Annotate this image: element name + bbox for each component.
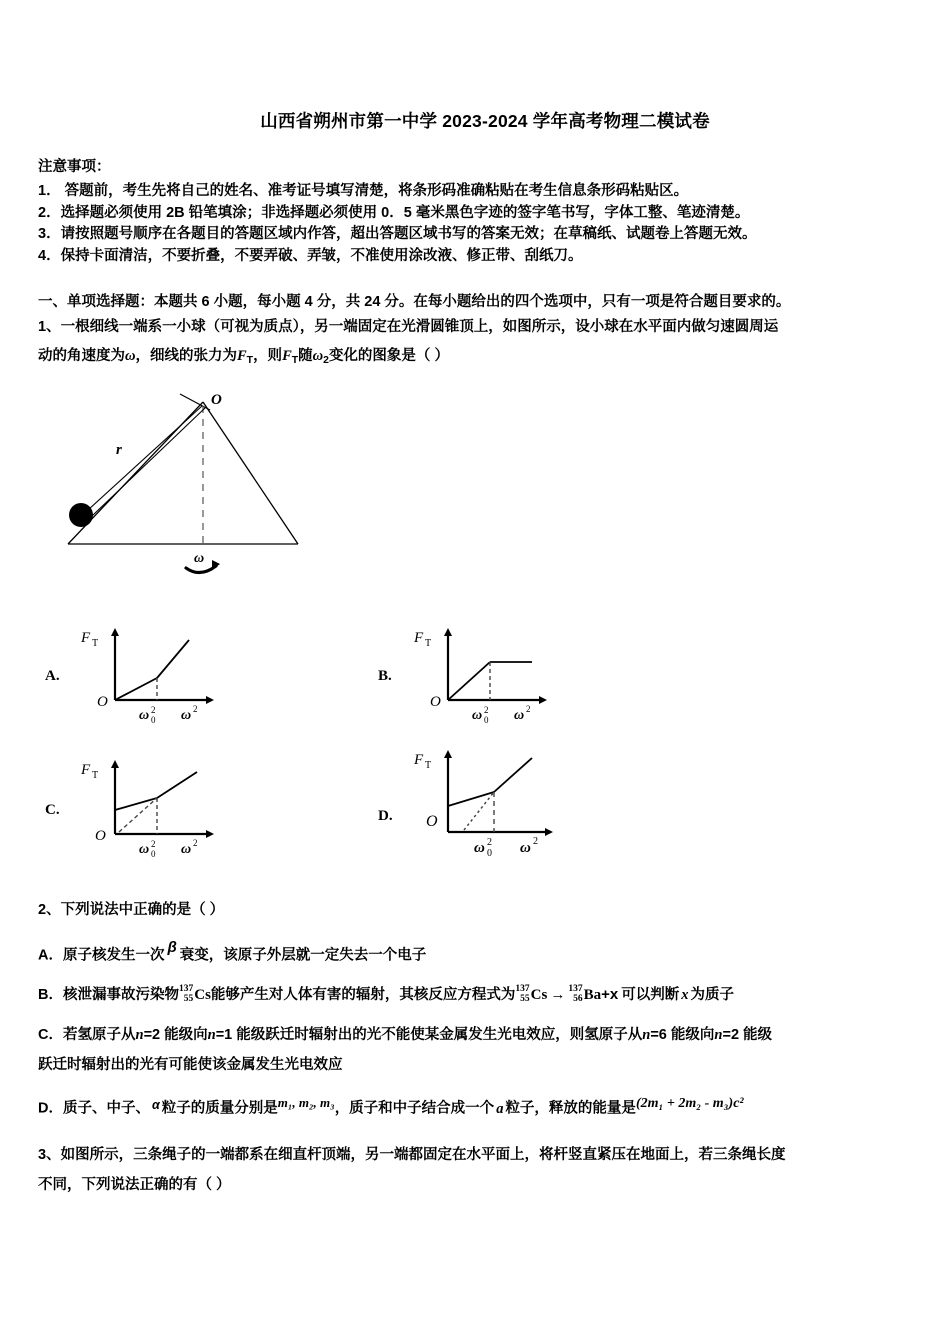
option-c-xtick-sub: 0 (151, 848, 156, 859)
equation-right-nuclide (568, 981, 601, 1010)
option-d-energy-formula: (2m₁ + 2m₂ - m₃)c² (635, 1096, 744, 1111)
notice-item: 4．保持卡面清洁，不要折叠，不要弄破、弄皱，不准使用涂改液、修正带、刮纸刀。 (38, 247, 583, 264)
option-b-text-3: 可以判断 (621, 987, 680, 1004)
notice-item: 3．请按照题号顺序在各题目的答题区域内作答，超出答题区域书写的答案无效；在草稿纸、试题卷上答题无效。 (38, 226, 757, 242)
option-d-xtick-sup: 2 (487, 836, 492, 848)
question-1-stem-line-2 (0, 339, 950, 378)
origin-dotted-extension (464, 792, 494, 830)
question-1-stem-line-1: 1、一根细线一端系一小球（可视为质点），另一端固定在光滑圆锥顶上，如图所示，设小球在水平面内做匀速圆周运 (38, 319, 779, 335)
y-axis-arrow (444, 750, 452, 758)
option-c-p8: =2 能级 (722, 1027, 773, 1044)
option-d-text-2: 粒子的质量分别是 (161, 1100, 278, 1117)
option-d-xlabel: ω (520, 839, 531, 856)
eq-left-atomic: 55 (520, 993, 530, 1004)
q1-ft: F (237, 348, 247, 364)
option-a-text-after: 衰变，该原子外层就一定失去一个电子 (179, 947, 427, 964)
q1-text-a: 动的角速度为 (38, 348, 125, 364)
q1-ft2: F (282, 348, 292, 364)
option-d-graph (406, 744, 576, 871)
beta-symbol: β (167, 938, 177, 956)
option-a-marker: A． (38, 947, 63, 964)
option-a-ylabel: F (81, 629, 91, 646)
notice-block (0, 155, 950, 267)
option-b-xtick: ω (472, 707, 483, 723)
option-a-xtick: ω (139, 707, 150, 723)
option-c-xlabel-sup: 2 (193, 837, 198, 848)
q1-ft-sub: T (246, 354, 254, 366)
option-d-xtick: ω (474, 839, 485, 856)
option-d-marker: D． (38, 1100, 63, 1117)
option-c-ylabel: F (81, 761, 91, 778)
curve-segment-steep (157, 640, 189, 678)
question-1-options-row-1 (0, 592, 950, 724)
option-d-masses: m₁, m₂, m₃ (277, 1095, 335, 1111)
option-a-text-before: 原子核发生一次 (62, 947, 165, 964)
notice-item: 1． 答题前，考生先将自己的姓名、准考证号填写清楚，将条形码准确粘贴在考生信息条形码粘贴区。 (38, 183, 689, 199)
option-b-graph (406, 622, 566, 732)
eq-left-element: Cs (530, 987, 548, 1004)
question-2-option-a[interactable] (0, 933, 950, 971)
option-a-cell[interactable] (45, 622, 233, 732)
option-c-marker: C． (38, 1027, 63, 1044)
option-c-p0: 若氢原子从 (62, 1027, 136, 1044)
nuclide-atomic-number: 55 (183, 993, 194, 1004)
x-axis-arrow (545, 828, 553, 836)
nuclide-cs-137 (179, 981, 211, 1010)
omega-label: ω (194, 550, 205, 566)
option-c-p2: =2 能级向 (143, 1027, 208, 1044)
option-d-text-3: ，质子和中子结合成一个 (334, 1100, 495, 1117)
option-d-text-1: 质子、中子、 (62, 1100, 150, 1117)
question-3-stem-line-1: 3、如图所示，三条绳子的一端都系在细直杆顶端，另一端都固定在水平面上，将杆竖直紧压在地面上，若三条绳长度 (38, 1146, 786, 1163)
ball (69, 503, 93, 527)
option-b-svg (406, 622, 566, 727)
notice-heading: 注意事项： (38, 159, 111, 175)
option-b-var-x: x (681, 987, 689, 1004)
question-3-stem-line-2: 不同，下列说法正确的有（ ） (38, 1176, 231, 1193)
equation-plus-x: +x (601, 986, 619, 1004)
nuclide-element: Cs (194, 987, 211, 1004)
option-c-xlabel: ω (181, 841, 192, 857)
option-c-origin: O (95, 827, 106, 844)
equation-left-nuclide (515, 981, 547, 1010)
q1-text-c: ，则 (253, 348, 283, 364)
notice-item: 2．选择题必须使用 2B 铅笔填涂；非选择题必须使用 0．5 毫米黑色字迹的签字笔书写，字体工整、笔迹清楚。 (38, 204, 750, 221)
option-c-ylabel-sub: T (92, 769, 99, 781)
option-b-origin: O (430, 693, 441, 710)
option-c-xtick: ω (139, 841, 150, 857)
option-b-text-4: 为质子 (690, 987, 734, 1004)
question-2-option-d[interactable] (0, 1088, 950, 1123)
cone-figure (48, 382, 348, 582)
eq-right-mass: 137 (568, 984, 583, 995)
question-2-stem: 2、下列说法中正确的是（ ） (38, 901, 225, 918)
option-a-xtick-sup: 2 (151, 704, 156, 715)
option-d-xtick-sub: 0 (487, 847, 492, 859)
q1-omega2: ω (312, 348, 324, 364)
apex-label: O (211, 391, 222, 408)
x-axis-arrow (206, 696, 214, 704)
option-b-xlabel: ω (514, 707, 525, 723)
rotation-arrow-arc (186, 566, 216, 573)
question-2-option-b[interactable] (0, 980, 950, 1010)
curve-segment-steep (494, 758, 532, 792)
curve-segment-rise (448, 662, 490, 700)
option-a-xtick-sub: 0 (151, 714, 156, 725)
option-c-n4: n (714, 1027, 723, 1044)
q1-omega2-sub: 2 (323, 354, 329, 366)
option-c-n1: n (135, 1027, 144, 1044)
option-a-ylabel-sub: T (92, 637, 99, 649)
cone-right-edge (203, 402, 298, 544)
option-d-xlabel-sup: 2 (533, 835, 538, 847)
option-a-svg (73, 622, 233, 727)
option-d-cell[interactable] (378, 744, 576, 871)
curve-segment-steep (157, 772, 197, 798)
eq-right-element: Ba (583, 987, 602, 1004)
page-title: 山西省朔州市第一中学 2023-2024 学年高考物理二模试卷 (260, 111, 710, 131)
string-label: r (116, 441, 122, 458)
option-d-origin: O (426, 812, 438, 830)
option-c-p6: =6 能级向 (650, 1027, 715, 1044)
option-c-n2: n (207, 1027, 216, 1044)
question-1-options-row-2 (0, 732, 950, 882)
option-c-graph (73, 752, 233, 869)
y-axis-arrow (111, 628, 119, 636)
y-axis-arrow (111, 760, 119, 768)
option-b-ylabel-sub: T (425, 637, 432, 649)
rotation-arrow-head (212, 560, 220, 570)
option-b-xtick-sup: 2 (484, 704, 489, 715)
option-c-label: C. (45, 801, 60, 818)
option-c-xtick-sup: 2 (151, 838, 156, 849)
option-a-xlabel: ω (181, 707, 192, 723)
option-d-ylabel: F (414, 751, 424, 768)
option-d-text-4: 粒子，释放的能量是 (505, 1100, 636, 1117)
option-b-xlabel-sup: 2 (526, 703, 531, 714)
option-b-text-1: 核泄漏事故污染物 (62, 987, 179, 1004)
option-d-label: D. (378, 807, 393, 824)
cone-figure-svg (48, 382, 348, 582)
q1-ft2-sub: T (291, 354, 299, 366)
option-b-ylabel: F (414, 629, 424, 646)
q1-omega: ω (125, 348, 136, 364)
question-2-option-c-line-2: 跃迁时辐射出的光有可能使该金属发生光电效应 (38, 1057, 343, 1074)
q1-text-d: 随 (298, 348, 313, 364)
apex-tick (180, 394, 210, 410)
option-c-svg (73, 752, 233, 864)
option-d-var-a: a (496, 1100, 504, 1117)
string-line-lower (92, 408, 205, 516)
option-a-xlabel-sup: 2 (193, 703, 198, 714)
q1-text-b: ，细线的张力为 (135, 348, 237, 364)
string-line-upper (88, 406, 202, 510)
option-b-xtick-sub: 0 (484, 714, 489, 725)
eq-left-mass: 137 (515, 984, 530, 995)
option-d-svg (406, 744, 576, 866)
option-b-marker: B． (38, 987, 63, 1004)
question-2-option-c[interactable] (0, 1020, 950, 1050)
y-axis-arrow (444, 628, 452, 636)
option-c-p4: =1 能级跃迁时辐射出的光不能使某金属发生光电效应，则氢原子从 (215, 1027, 643, 1044)
nuclide-mass-number: 137 (178, 984, 194, 995)
equation-arrow: → (550, 986, 566, 1004)
alpha-symbol: α (151, 1097, 160, 1112)
option-a-origin: O (97, 693, 108, 710)
option-b-text-2: 能够产生对人体有害的辐射，其核反应方程式为 (210, 987, 516, 1004)
option-a-graph (73, 622, 233, 732)
x-axis-arrow (206, 830, 214, 838)
option-b-label: B. (378, 668, 392, 685)
eq-right-atomic: 56 (573, 993, 583, 1004)
curve-segment-shallow (115, 678, 157, 700)
option-d-ylabel-sub: T (425, 759, 432, 771)
option-c-cell[interactable] (45, 752, 233, 869)
x-axis-arrow (539, 696, 547, 704)
option-b-cell[interactable] (378, 622, 566, 732)
q1-text-e: 变化的图象是（ ） (328, 348, 449, 364)
curve-segment-shallow (448, 792, 494, 806)
option-a-label: A. (45, 668, 60, 685)
option-c-n3: n (642, 1027, 651, 1044)
section-heading: 一、单项选择题：本题共 6 小题，每小题 4 分，共 24 分。在每小题给出的四个选项中，只有一项是符合题目要求的。 (38, 294, 791, 310)
